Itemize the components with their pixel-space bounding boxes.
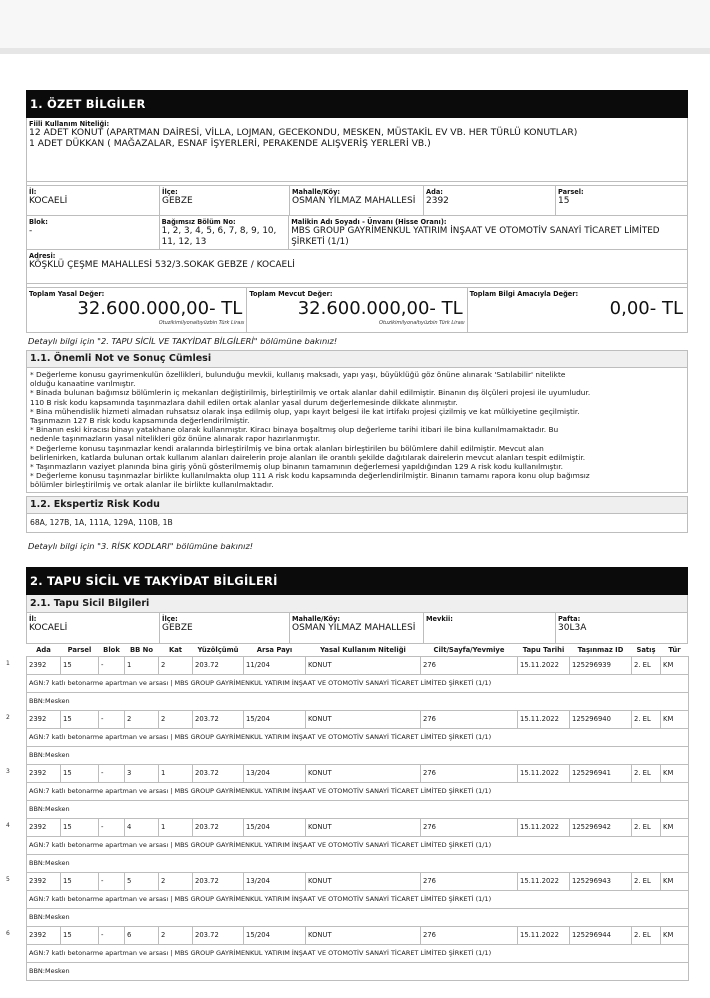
bb-value: 1, 2, 3, 4, 5, 6, 7, 8, 9, 10, 11, 12, 13 — [161, 226, 277, 247]
table-row — [27, 764, 689, 782]
table-cell-arsa: 15/204 — [244, 710, 306, 728]
fiili-line-2: 1 ADET DÜKKAN ( MAĞAZALAR, ESNAF İŞYERLERİ, PERAKENDE ALIŞVERİŞ YERLERİ VB.) — [29, 137, 431, 149]
tapu-ilce-label: İlçe: — [162, 614, 178, 623]
table-cell-nitelik: KONUT — [306, 926, 421, 944]
section-1-header: 1. ÖZET BİLGİLER — [26, 90, 688, 118]
note-line: 110 B risk kodu kapsamında taşınmazlara dahil edilen ortak alanlar yasal durum değerlemesinde dikkate alınmıştır. — [30, 397, 458, 407]
table-cell-arsa: 15/204 — [244, 926, 306, 944]
table-cell-cilt: 276 — [421, 764, 518, 782]
table-cell-satis: 2. EL — [632, 764, 661, 782]
parsel-value: 15 — [558, 196, 570, 206]
table-cell-parsel: 15 — [61, 818, 99, 836]
report-page — [6, 90, 688, 981]
note-line: * Taşınmazların vaziyet planında bina giriş yönü gösterilmemiş olup binanın tamamının değerlemesi yapıldığından 129 A risk kodu kullanılmıştır. — [30, 462, 563, 472]
yasal-label: Toplam Yasal Değer: — [29, 290, 105, 298]
table-cell-ada — [6, 926, 61, 944]
tapu-col-header: Ada — [27, 644, 61, 657]
table-cell-yuz: 203.72 — [193, 818, 244, 836]
mahalle-value: OSMAN YILMAZ MAHALLESİ — [292, 196, 416, 206]
blok-label: Blok: — [29, 218, 48, 226]
note-line: belirlenirken, katlarda bulunan ortak kullanım alanları dairelerin proje alanları ile orantılı şekilde dağıtılarak dairelerin mevcut alanları tespit edilmiştir. — [30, 452, 586, 462]
agn-text: AGN:7 katlı betonarme apartman ve arsası | MBS GROUP GAYRİMENKUL YATIRIM İNŞAAT VE OTOMOTİV SANAYİ TİCARET LİMİTED ŞİRKETİ (1/1) — [27, 782, 689, 800]
table-cell-blok: - — [99, 872, 125, 890]
note-line: nedenle taşınmazların yasal nitelikleri göz önüne alınarak rapor hazırlanmıştır. — [30, 434, 321, 444]
detay-note-1: Detaylı bilgi için "2. TAPU SİCİL VE TAKYİDAT BİLGİLERİ" bölümüne bakınız! — [28, 336, 338, 346]
table-cell-bb: 1 — [125, 656, 159, 674]
location-row — [27, 185, 687, 216]
row-number: 3 — [6, 767, 10, 775]
table-cell-bb: 6 — [125, 926, 159, 944]
table-cell-satis: 2. EL — [632, 872, 661, 890]
bbn-text: BBN:Mesken — [27, 854, 689, 872]
mevcut-words: Otuzikimilyonaltıyüzbin Türk Lirası — [379, 320, 465, 326]
tapu-mahalle-value: OSMAN YILMAZ MAHALLESİ — [292, 622, 416, 633]
table-cell-blok: - — [99, 710, 125, 728]
table-cell-ada — [6, 656, 61, 674]
tapu-col-header: Arsa Payı — [244, 644, 306, 657]
tapu-col-header: Cilt/Sayfa/Yevmiye — [421, 644, 518, 657]
detay-note-2: Detaylı bilgi için "3. RİSK KODLARI" bölümüne bakınız! — [28, 540, 254, 551]
tapu-col-header: Kat — [159, 644, 193, 657]
table-row — [27, 872, 689, 890]
table-cell-kat: 2 — [159, 656, 193, 674]
tapu-table-header — [27, 644, 689, 657]
table-cell-tarih: 15.11.2022 — [518, 764, 570, 782]
table-cell-bb: 5 — [125, 872, 159, 890]
table-cell-cilt: 276 — [421, 656, 518, 674]
summary-box — [26, 118, 688, 333]
note-line: * Değerleme konusu taşınmazlar birlikte kullanılmakta olup 111 A risk kodu kapsamında değerlendirilmiştir. Binanın tamamı rapora konu olup bağımsız — [30, 471, 590, 481]
table-cell-parsel: 15 — [61, 710, 99, 728]
table-cell-ada — [6, 764, 61, 782]
table-cell-arsa: 13/204 — [244, 872, 306, 890]
mevcut-label: Toplam Mevcut Değer: — [249, 290, 333, 298]
agn-text: AGN:7 katlı betonarme apartman ve arsası | MBS GROUP GAYRİMENKUL YATIRIM İNŞAAT VE OTOMOTİV SANAYİ TİCARET LİMİTED ŞİRKETİ (1/1) — [27, 944, 689, 962]
tapu-col-header: Tapu Tarihi — [518, 644, 570, 657]
ada-cell-value: 2392 — [29, 931, 47, 940]
note-line: * Bina mühendislik hizmeti almadan ruhsatsız olarak inşa edilmiş olup, yapı kayıt belgesi ile kat irtifakı projesi çizilmiş ve kat mülkiyetine geçilmiştir. — [30, 406, 580, 416]
table-cell-satis: 2. EL — [632, 656, 661, 674]
notes-box — [26, 368, 688, 493]
mevcut-value: 32.600.000,00- TL — [297, 298, 463, 319]
table-row — [27, 656, 689, 674]
table-row — [27, 818, 689, 836]
adres-row — [27, 250, 687, 284]
table-cell-cilt: 276 — [421, 872, 518, 890]
table-cell-tarih: 15.11.2022 — [518, 926, 570, 944]
agn-text: AGN:7 katlı betonarme apartman ve arsası | MBS GROUP GAYRİMENKUL YATIRIM İNŞAAT VE OTOMOTİV SANAYİ TİCARET LİMİTED ŞİRKETİ (1/1) — [27, 836, 689, 854]
tapu-il-label: İl: — [29, 614, 37, 623]
table-cell-yuz: 203.72 — [193, 926, 244, 944]
tapu-col-header: Taşınmaz ID — [570, 644, 632, 657]
adres-label: Adresi: — [29, 252, 56, 260]
agn-text: AGN:7 katlı betonarme apartman ve arsası | MBS GROUP GAYRİMENKUL YATIRIM İNŞAAT VE OTOMOTİV SANAYİ TİCARET LİMİTED ŞİRKETİ (1/1) — [27, 674, 689, 692]
tapu-pafta-label: Pafta: — [558, 614, 581, 623]
table-cell-arsa: 11/204 — [244, 656, 306, 674]
table-cell-nitelik: KONUT — [306, 656, 421, 674]
table-cell-tarih: 15.11.2022 — [518, 818, 570, 836]
blok-row — [27, 216, 687, 250]
table-cell-kat: 1 — [159, 764, 193, 782]
table-row-bbn — [27, 800, 689, 818]
table-cell-parsel: 15 — [61, 872, 99, 890]
row-number: 4 — [6, 821, 10, 829]
note-line: * Binada bulunan bağımsız bölümlerin iç mekanları değiştirilmiş, birleştirilmiş ve ortak alanlar dahil edilmiştir. Binanın dış ölçüleri projesi ile uyumludur. — [30, 388, 591, 398]
table-cell-kat: 2 — [159, 872, 193, 890]
table-cell-ada — [6, 818, 61, 836]
bbn-text: BBN:Mesken — [27, 692, 689, 710]
table-row-agn — [27, 944, 689, 962]
ada-cell-value: 2392 — [29, 769, 47, 778]
bilgi-label: Toplam Bilgi Amacıyla Değer: — [469, 290, 579, 298]
ada-value: 2392 — [426, 196, 449, 206]
table-cell-parsel: 15 — [61, 926, 99, 944]
table-cell-tarih: 15.11.2022 — [518, 872, 570, 890]
ilce-value: GEBZE — [162, 196, 193, 206]
tapu-ilce-value: GEBZE — [162, 622, 193, 633]
table-cell-yuz: 203.72 — [193, 710, 244, 728]
agn-text: AGN:7 katlı betonarme apartman ve arsası | MBS GROUP GAYRİMENKUL YATIRIM İNŞAAT VE OTOMOTİV SANAYİ TİCARET LİMİTED ŞİRKETİ (1/1) — [27, 728, 689, 746]
table-row-bbn — [27, 746, 689, 764]
bbn-text: BBN:Mesken — [27, 962, 689, 980]
ilce-label: İlçe: — [162, 188, 178, 196]
viewer-top-bar — [0, 0, 710, 54]
table-cell-id: 125296944 — [570, 926, 632, 944]
table-cell-tarih: 15.11.2022 — [518, 656, 570, 674]
tapu-il-value: KOCAELİ — [29, 622, 68, 633]
bilgi-value: 0,00- TL — [609, 298, 683, 319]
tapu-col-header: Yüzölçümü — [193, 644, 244, 657]
table-cell-nitelik: KONUT — [306, 710, 421, 728]
tapu-col-header: Tür — [661, 644, 689, 657]
tapu-table-wrap — [6, 644, 688, 981]
malik-label: Malikin Adı Soyadı - Ünvanı (Hisse Oranı): — [291, 218, 447, 226]
table-cell-blok: - — [99, 764, 125, 782]
table-cell-id: 125296941 — [570, 764, 632, 782]
note-line: * Binanın eski kiracısı binayı yatakhane olarak kullanmıştır. Kiracı binaya boşaltmış olup değerleme tarihi itibari ile bina kullanılmamaktadır. Bu — [30, 425, 559, 435]
table-cell-parsel: 15 — [61, 656, 99, 674]
ada-cell-value: 2392 — [29, 715, 47, 724]
table-cell-yuz: 203.72 — [193, 656, 244, 674]
table-row-bbn — [27, 854, 689, 872]
ada-cell-value: 2392 — [29, 661, 47, 670]
table-cell-cilt: 276 — [421, 926, 518, 944]
table-cell-id: 125296942 — [570, 818, 632, 836]
value-row — [27, 287, 687, 332]
parsel-label: Parsel: — [558, 188, 584, 196]
table-cell-tur: KM — [661, 656, 689, 674]
tapu-location-row — [26, 613, 688, 644]
fiili-label: Fiili Kullanım Niteliği: — [29, 120, 110, 128]
table-cell-satis: 2. EL — [632, 926, 661, 944]
section-2-header: 2. TAPU SİCİL VE TAKYİDAT BİLGİLERİ — [26, 567, 688, 595]
note-line: olduğu kanaatine varılmıştır. — [30, 379, 136, 389]
table-cell-satis: 2. EL — [632, 818, 661, 836]
table-cell-id: 125296939 — [570, 656, 632, 674]
row-number: 1 — [6, 659, 10, 667]
adres-value: KÖŞKLÜ ÇEŞME MAHALLESİ 532/3.SOKAK GEBZE / KOCAELİ — [29, 260, 295, 270]
table-row-agn — [27, 674, 689, 692]
table-row-bbn — [27, 962, 689, 980]
section-12-header: 1.2. Ekspertiz Risk Kodu — [26, 496, 688, 514]
table-row-agn — [27, 890, 689, 908]
table-cell-yuz: 203.72 — [193, 764, 244, 782]
il-label: İl: — [29, 188, 37, 196]
note-line: * Değerleme konusu taşınmazlar kendi aralarında birleştirilmiş ve bina ortak alanları birleştirilen bu bölümlere dahil edilmiştir. Mevcut alan — [30, 443, 544, 453]
table-row-agn — [27, 782, 689, 800]
bbn-text: BBN:Mesken — [27, 908, 689, 926]
table-row-bbn — [27, 908, 689, 926]
table-cell-parsel: 15 — [61, 764, 99, 782]
table-cell-id: 125296943 — [570, 872, 632, 890]
table-cell-nitelik: KONUT — [306, 872, 421, 890]
table-row — [27, 926, 689, 944]
blok-value: - — [29, 226, 33, 236]
table-cell-ada — [6, 872, 61, 890]
table-cell-tur: KM — [661, 818, 689, 836]
tapu-col-header: Yasal Kullanım Niteliği — [306, 644, 421, 657]
table-cell-arsa: 13/204 — [244, 764, 306, 782]
table-cell-id: 125296940 — [570, 710, 632, 728]
il-value: KOCAELİ — [29, 196, 68, 206]
tapu-mevkii-label: Mevkii: — [426, 614, 453, 623]
section-21-header: 2.1. Tapu Sicil Bilgileri — [26, 595, 688, 613]
table-cell-bb: 2 — [125, 710, 159, 728]
table-row — [27, 710, 689, 728]
tapu-pafta-value: 30L3A — [558, 622, 587, 633]
ada-cell-value: 2392 — [29, 823, 47, 832]
risk-codes: 68A, 127B, 1A, 111A, 129A, 110B, 1B — [26, 514, 688, 533]
table-cell-kat: 2 — [159, 710, 193, 728]
fiili-kullanim-row — [27, 118, 687, 182]
table-cell-bb: 3 — [125, 764, 159, 782]
table-cell-tur: KM — [661, 872, 689, 890]
fiili-line-1: 12 ADET KONUT (APARTMAN DAİRESİ, VİLLA, LOJMAN, GECEKONDU, MESKEN, MÜSTAKİL EV VB. HER TÜRLÜ KONUTLAR) — [29, 127, 578, 138]
agn-text: AGN:7 katlı betonarme apartman ve arsası | MBS GROUP GAYRİMENKUL YATIRIM İNŞAAT VE OTOMOTİV SANAYİ TİCARET LİMİTED ŞİRKETİ (1/1) — [27, 890, 689, 908]
tapu-col-header: Parsel — [61, 644, 99, 657]
table-cell-nitelik: KONUT — [306, 818, 421, 836]
table-cell-tur: KM — [661, 926, 689, 944]
bbn-text: BBN:Mesken — [27, 746, 689, 764]
table-cell-blok: - — [99, 926, 125, 944]
yasal-value: 32.600.000,00- TL — [77, 298, 243, 319]
table-cell-tur: KM — [661, 710, 689, 728]
table-row-bbn — [27, 692, 689, 710]
row-number: 5 — [6, 875, 10, 883]
table-row-agn — [27, 836, 689, 854]
table-cell-bb: 4 — [125, 818, 159, 836]
table-cell-kat: 1 — [159, 818, 193, 836]
tapu-col-header: Blok — [99, 644, 125, 657]
table-cell-arsa: 15/204 — [244, 818, 306, 836]
yasal-words: Otuzikimilyonaltıyüzbin Türk Lirası — [158, 320, 245, 326]
ada-cell-value: 2392 — [29, 877, 47, 886]
table-cell-nitelik: KONUT — [306, 764, 421, 782]
table-cell-cilt: 276 — [421, 818, 518, 836]
malik-value: MBS GROUP GAYRİMENKUL YATIRIM İNŞAAT VE OTOMOTİV SANAYİ TİCARET LİMİTED ŞİRKETİ (1/1) — [291, 226, 660, 247]
table-cell-blok: - — [99, 818, 125, 836]
ada-label: Ada: — [426, 188, 443, 196]
table-cell-ada — [6, 710, 61, 728]
section-11-header: 1.1. Önemli Not ve Sonuç Cümlesi — [26, 350, 688, 368]
bb-label: Bağımsız Bölüm No: — [161, 218, 236, 226]
table-cell-blok: - — [99, 656, 125, 674]
row-number: 2 — [6, 713, 10, 721]
tapu-col-header: BB No — [125, 644, 159, 657]
mahalle-label: Mahalle/Köy: — [292, 188, 341, 196]
table-cell-tur: KM — [661, 764, 689, 782]
table-cell-yuz: 203.72 — [193, 872, 244, 890]
bbn-text: BBN:Mesken — [27, 800, 689, 818]
note-line: Taşınmazın 127 B risk kodu kapsamında değerlendirilmiştir. — [30, 416, 250, 426]
note-line: * Değerleme konusu gayrimenkulün özellikleri, bulunduğu mevkii, kullanış maksadı, yapı yaşı, büyüklüğü göz önüne alınarak 'Satılabilir' nitelikte — [30, 370, 566, 379]
table-cell-tarih: 15.11.2022 — [518, 710, 570, 728]
tapu-table — [6, 644, 689, 981]
table-cell-kat: 2 — [159, 926, 193, 944]
tapu-col-header: Satış — [632, 644, 661, 657]
row-number: 6 — [6, 929, 10, 937]
table-cell-satis: 2. EL — [632, 710, 661, 728]
table-row-agn — [27, 728, 689, 746]
note-line: bölümler birleştirilmiş ve ortak alanlar ile birlikte kullanılmaktadır. — [30, 480, 274, 490]
tapu-mahalle-label: Mahalle/Köy: — [292, 614, 341, 623]
table-cell-cilt: 276 — [421, 710, 518, 728]
